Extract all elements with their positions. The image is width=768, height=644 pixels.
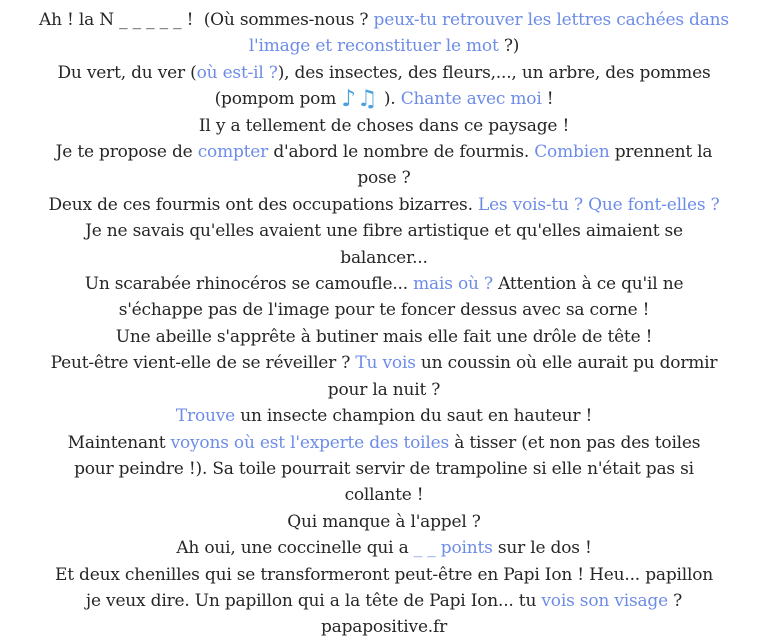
text-line: [0, 7, 768, 33]
text-segment: pose ?: [357, 168, 411, 189]
text-segment: Un scarabée rhinocéros se camoufle...: [84, 274, 414, 295]
text-segment: je veux dire. Un papillon qui a la tête de Papi Ion... tu: [85, 590, 542, 611]
text-segment: Je ne savais qu'elles avaient une fibre artistique et qu'elles aimaient se: [85, 221, 683, 242]
accent-text: Les vois-tu ? Que font-elles ?: [477, 194, 720, 215]
text-segment: (pompom pom: [214, 89, 342, 110]
text-segment: un coussin où elle aurait pu dormir: [415, 353, 718, 374]
text-line: [0, 535, 768, 561]
accent-text: Combien: [534, 142, 610, 163]
text-segment: Du vert, du ver (: [57, 62, 197, 83]
text-segment: d'abord le nombre de fourmis.: [268, 142, 535, 163]
text-segment: ), des insectes, des fleurs,..., un arbre, des pommes: [277, 62, 711, 83]
accent-text: où est-il ?: [196, 62, 278, 83]
footer-watermark: [0, 614, 768, 640]
text-segment: !: [541, 89, 554, 110]
text-segment: Ah ! la N _ _ _ _ _ ! (Où sommes-nous ?: [39, 10, 374, 30]
text-segment: Ah oui, une coccinelle qui a: [176, 538, 414, 559]
text-segment: ).: [378, 89, 401, 110]
text-segment: collante !: [344, 485, 424, 506]
text-segment: un insecte champion du saut en hauteur !: [235, 406, 593, 427]
text-content: [0, 7, 768, 641]
text-line: [0, 165, 768, 191]
text-line: [0, 218, 768, 244]
text-line: [0, 245, 768, 271]
text-segment: Maintenant: [67, 432, 171, 453]
text-segment: Deux de ces fourmis ont des occupations bizarres.: [48, 194, 478, 215]
text-line: [0, 350, 768, 376]
text-line: [0, 456, 768, 482]
accent-text: Tu vois: [355, 353, 416, 374]
text-segment: Une abeille s'apprête à butiner mais elle fait une drôle de tête !: [115, 326, 653, 347]
accent-text: mais où ?: [413, 274, 493, 295]
accent-text: Trouve: [175, 406, 236, 427]
accent-text: l'image et reconstituer le mot: [248, 36, 499, 57]
text-segment: Et deux chenilles qui se transformeront peut-être en Papi Ion ! Heu... papillon: [55, 564, 713, 585]
text-segment: à tisser (et non pas des toiles: [449, 432, 701, 453]
text-line: [0, 113, 768, 139]
text-line: [0, 60, 768, 86]
text-line: [0, 482, 768, 508]
text-line: [0, 377, 768, 403]
text-segment: Qui manque à l'appel ?: [287, 511, 481, 532]
text-line: [0, 86, 768, 112]
text-segment: Attention à ce qu'il ne: [492, 274, 684, 295]
text-segment: Il y a tellement de choses dans ce paysage !: [198, 115, 570, 136]
text-line: [0, 33, 768, 59]
accent-text: voyons où est l'experte des toiles: [170, 432, 450, 453]
text-segment: balancer...: [340, 247, 428, 268]
text-segment: pour peindre !). Sa toile pourrait servir de trampoline si elle n'était pas si: [74, 458, 694, 479]
text-line: [0, 430, 768, 456]
text-segment: prennent la: [609, 142, 713, 163]
text-segment: Je te propose de: [55, 142, 198, 163]
text-segment: papapositive.fr: [320, 617, 448, 638]
text-segment: s'échappe pas de l'image pour te foncer dessus avec sa corne !: [118, 300, 650, 321]
accent-text: vois son visage: [541, 590, 668, 611]
text-line: [0, 562, 768, 588]
text-line: [0, 271, 768, 297]
text-segment: ?): [498, 36, 520, 57]
text-line: [0, 139, 768, 165]
accent-text: Chante avec moi: [400, 89, 542, 110]
text-segment: ?: [667, 590, 683, 611]
text-segment: Peut-être vient-elle de se réveiller ?: [50, 353, 356, 374]
accent-text: peux-tu retrouver les lettres cachées dans: [373, 10, 729, 30]
text-line: [0, 297, 768, 323]
text-segment: pour la nuit ?: [327, 379, 441, 400]
text-line: [0, 192, 768, 218]
accent-text: _ _ points: [413, 538, 493, 559]
accent-text: compter: [197, 142, 269, 163]
text-line: [0, 588, 768, 614]
music-notes-icon: ♪♫: [341, 86, 379, 113]
text-line: [0, 509, 768, 535]
text-line: [0, 403, 768, 429]
text-segment: sur le dos !: [492, 538, 592, 559]
text-line: [0, 324, 768, 350]
